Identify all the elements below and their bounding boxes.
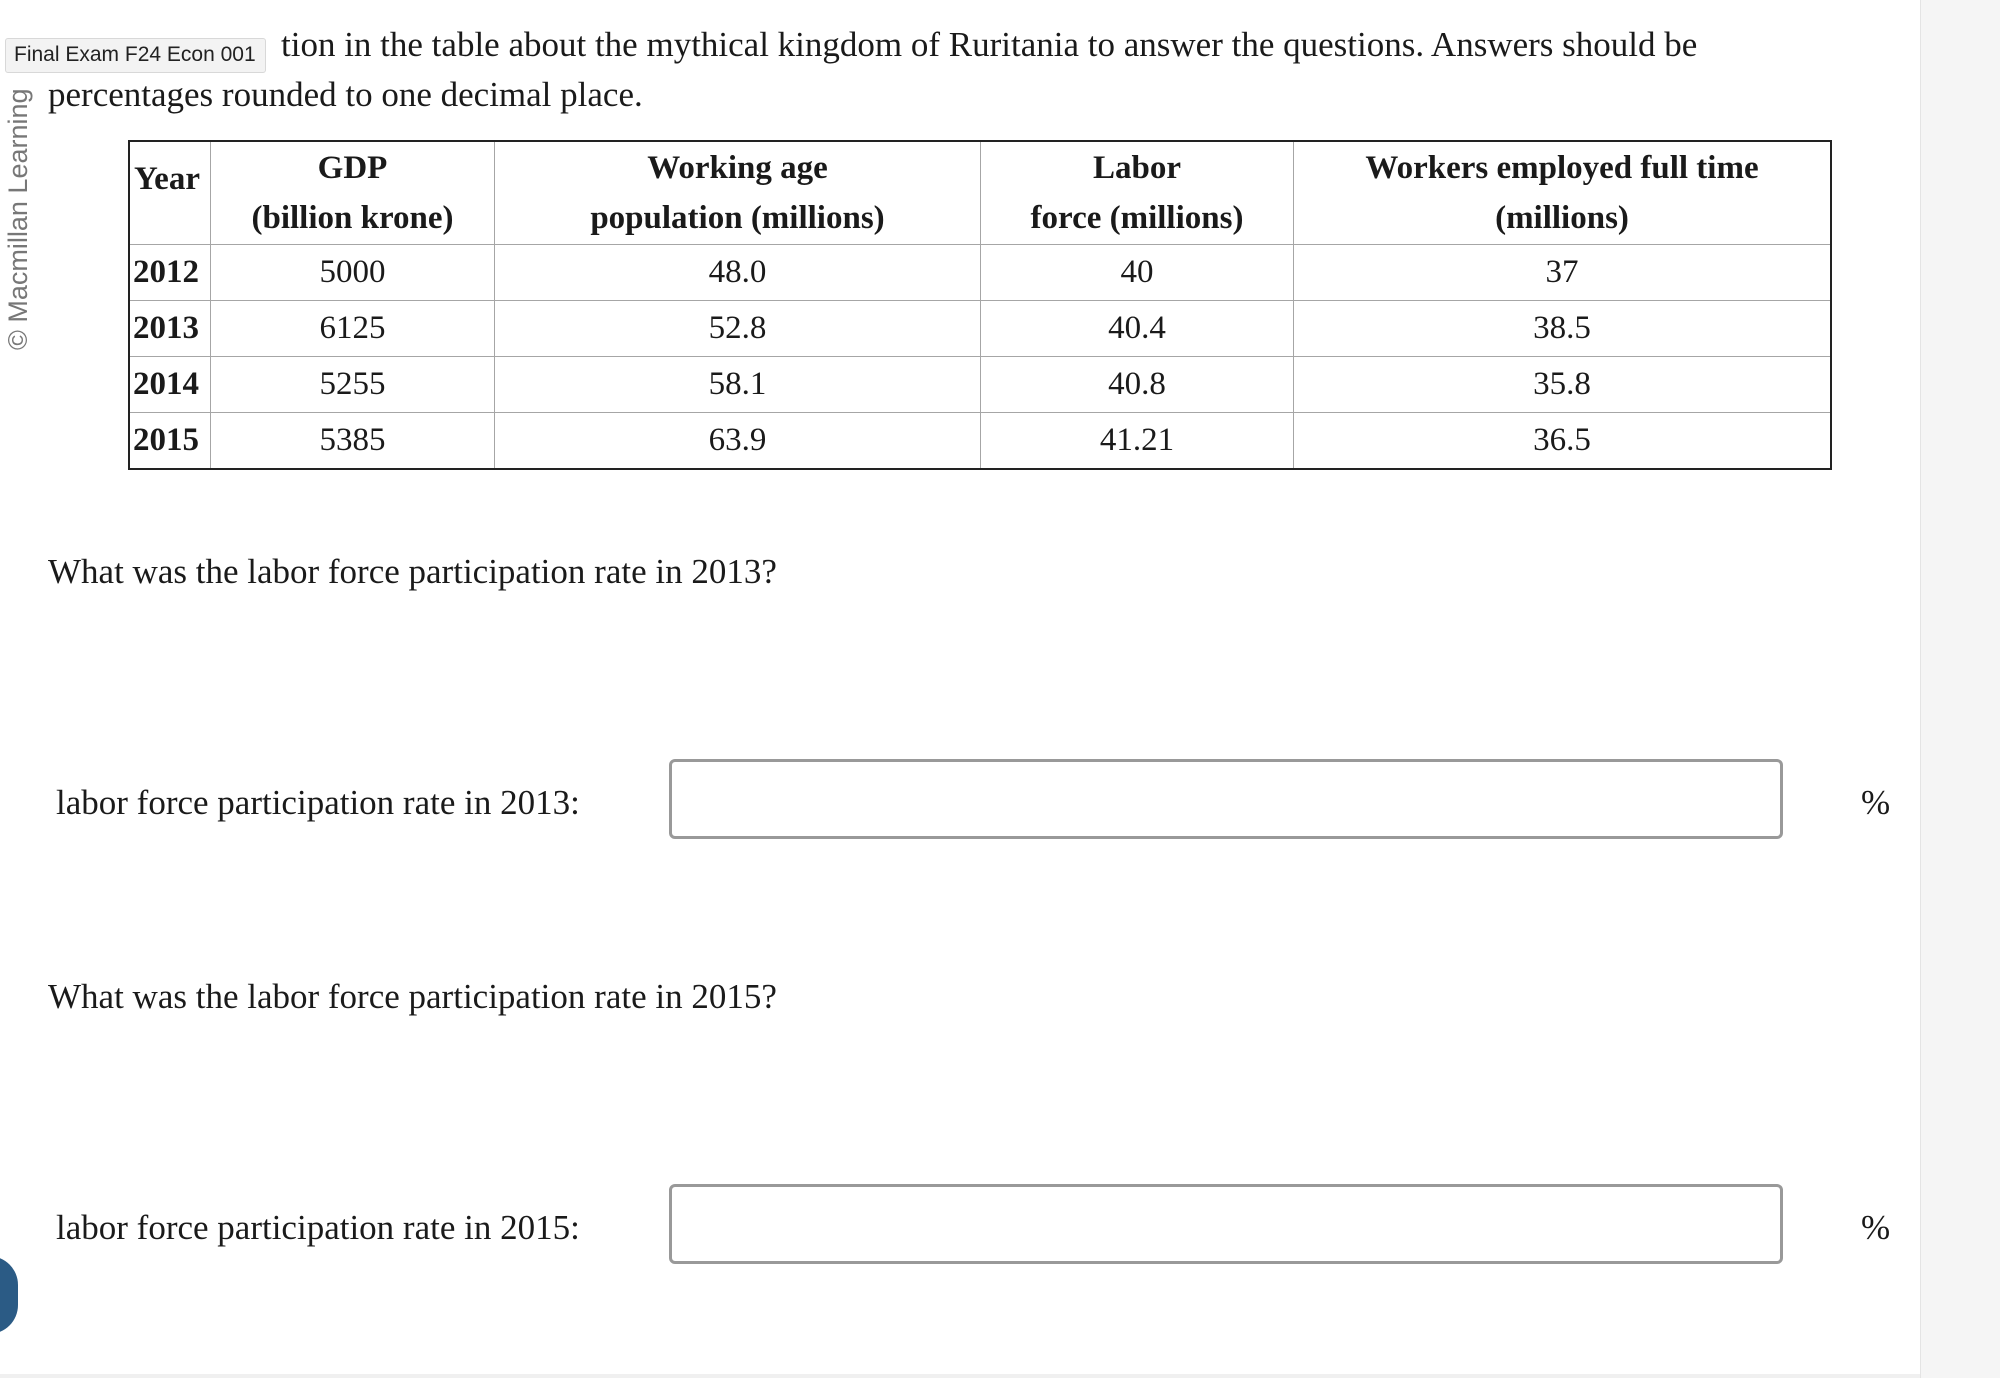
cell-working-age: 52.8 <box>495 301 981 357</box>
answer-1-input[interactable] <box>669 759 1783 839</box>
exam-title-tooltip: Final Exam F24 Econ 001 <box>5 38 266 73</box>
answer-1-unit: % <box>1861 783 1891 822</box>
header-labor-force: Labor force (millions) <box>981 141 1294 245</box>
cell-labor-force: 40.8 <box>981 357 1294 413</box>
cell-employed: 36.5 <box>1294 413 1832 470</box>
cell-year: 2014 <box>129 357 211 413</box>
cell-working-age: 63.9 <box>495 413 981 470</box>
cell-gdp: 6125 <box>211 301 495 357</box>
answer-2-label: labor force participation rate in 2015: <box>56 1208 580 1247</box>
table-header-row <box>129 141 1831 245</box>
answer-1-label: labor force participation rate in 2013: <box>56 783 580 822</box>
cell-employed: 37 <box>1294 245 1832 301</box>
table-row <box>129 413 1831 470</box>
header-year: Year <box>129 141 211 245</box>
cell-gdp: 5000 <box>211 245 495 301</box>
answer-2-input[interactable] <box>669 1184 1783 1264</box>
cell-gdp: 5385 <box>211 413 495 470</box>
header-workers-employed: Workers employed full time (millions) <box>1294 141 1832 245</box>
answer-2-unit: % <box>1861 1208 1891 1247</box>
cell-gdp: 5255 <box>211 357 495 413</box>
right-scroll-gutter <box>1920 0 2000 1378</box>
cell-working-age: 58.1 <box>495 357 981 413</box>
table-row <box>129 245 1831 301</box>
cell-working-age: 48.0 <box>495 245 981 301</box>
cell-year: 2012 <box>129 245 211 301</box>
header-working-age-population: Working age population (millions) <box>495 141 981 245</box>
cell-employed: 38.5 <box>1294 301 1832 357</box>
header-gdp: GDP (billion krone) <box>211 141 495 245</box>
intro-text <box>48 20 1748 120</box>
cell-labor-force: 40 <box>981 245 1294 301</box>
cell-year: 2013 <box>129 301 211 357</box>
cell-employed: 35.8 <box>1294 357 1832 413</box>
intro-line-2: percentages rounded to one decimal place. <box>48 75 643 114</box>
bottom-border <box>0 1374 1920 1378</box>
copyright-notice: © Macmillan Learning <box>3 88 33 350</box>
question-1-text: What was the labor force participation rate in 2013? <box>48 552 777 591</box>
question-2-text: What was the labor force participation rate in 2015? <box>48 977 777 1016</box>
help-badge-button[interactable] <box>0 1256 18 1334</box>
intro-line-1: tion in the table about the mythical kingdom of Ruritania to answer the questions. Answers should be <box>281 25 1698 64</box>
cell-labor-force: 41.21 <box>981 413 1294 470</box>
ruritania-data-table <box>128 140 1832 470</box>
cell-labor-force: 40.4 <box>981 301 1294 357</box>
table-row <box>129 301 1831 357</box>
table-row <box>129 357 1831 413</box>
cell-year: 2015 <box>129 413 211 470</box>
